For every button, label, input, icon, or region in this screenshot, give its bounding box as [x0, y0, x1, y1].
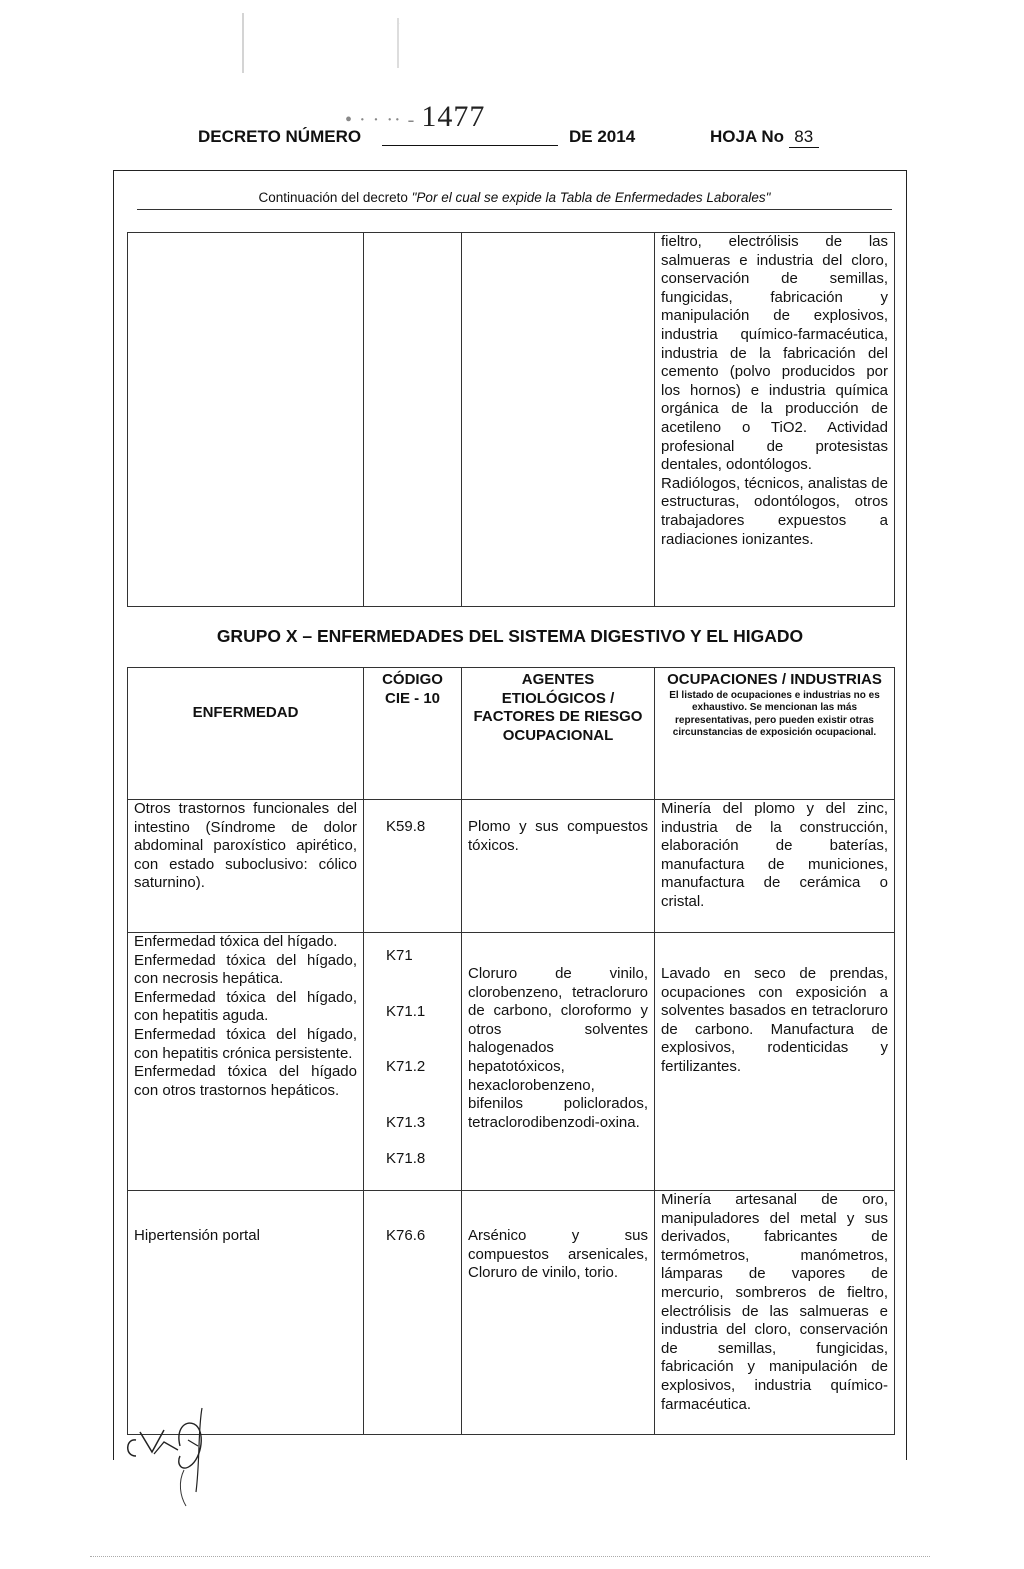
row3-enfermedad: Hipertensión portal [128, 1191, 364, 1435]
hoja-label: HOJA No 83 [710, 127, 819, 148]
row1-codigo: K59.8 [364, 800, 462, 933]
top-cell-agentes [462, 233, 655, 607]
page-header [0, 127, 1024, 151]
top-cell-ocupaciones [655, 233, 895, 607]
footer-rule [90, 1556, 930, 1557]
handwritten-signature [118, 1400, 248, 1510]
page-number: 83 [789, 127, 819, 148]
top-cell-enfermedad [128, 233, 364, 607]
row3-codigo: K76.6 [364, 1191, 462, 1435]
row1-enfermedad: Otros trastornos funcionales del intestino (Síndrome de dolor abdominal paroxístico apirético, con estado suboclusivo: cólico saturnino). [128, 800, 364, 933]
header-enfermedad: ENFERMEDAD [128, 668, 364, 800]
top-continuation-table [127, 232, 895, 607]
top-cell-codigo [364, 233, 462, 607]
header-ocupaciones: OCUPACIONES / INDUSTRIAS El listado de ocupaciones e industrias no es exhaustivo. Se mencionan las más representativas, pero pueden existir otras circunstancias de exposición ocupacional. [655, 668, 895, 800]
row2-enfermedad: Enfermedad tóxica del hígado. Enfermedad tóxica del hígado, con necrosis hepática. Enfermedad tóxica del hígado, con hepatitis aguda. Enfermedad tóxica del hígado, con hepatitis crónica persistente. Enfermedad tóxica del hígado con otros trastornos hepáticos. [128, 933, 364, 1191]
row2-ocupaciones: Lavado en seco de prendas, ocupaciones con exposición a solventes basados en tetracloruro de carbono. Manufactura de explosivos, rodenticidas y fertilizantes. [655, 933, 895, 1191]
row2-agentes: Cloruro de vinilo, clorobenzeno, tetracloruro de carbono, cloroformo y otros solventes halogenados hepatotóxicos, hexaclorobenzeno, bifenilos policlorados, tetraclorodibenzodi-oxina. [462, 933, 655, 1191]
header-agentes: AGENTES ETIOLÓGICOS / FACTORES DE RIESGO OCUPACIONAL [462, 668, 655, 800]
header-codigo: CÓDIGO CIE - 10 [364, 668, 462, 800]
top-occupations-text-2: Radiólogos, técnicos, analistas de estructuras, odontólogos, otros trabajadores expuestos a radiaciones ionizantes. [661, 474, 888, 548]
row3-agentes: Arsénico y sus compuestos arsenicales, Cloruro de vinilo, torio. [462, 1191, 655, 1435]
group-title: GRUPO X – ENFERMEDADES DEL SISTEMA DIGESTIVO Y EL HIGADO [216, 626, 804, 646]
table-row [128, 800, 895, 933]
decree-number-stamp: • · · ·· - 1477 [345, 100, 486, 133]
table-row [128, 1191, 895, 1435]
decreto-number-line [382, 145, 558, 146]
table-row [128, 933, 895, 1191]
top-occupations-text: fieltro, electrólisis de las salmueras e industria del cloro, conservación de semillas, fungicidas, fabricación y manipulación de explosivos, industria químico-farmacéutica, industria de la fabricación del cemento (polvo producidos por los hornos) e industria química orgánica de la producción de acetileno o TiO2. Actividad profesional de protesistas dentales, odontólogos. [661, 233, 888, 474]
scan-marks [240, 8, 400, 78]
diseases-table [127, 667, 895, 1435]
row1-ocupaciones: Minería del plomo y del zinc, industria de la construcción, elaboración de baterías, manufactura de municiones, manufactura de cerámica o cristal. [655, 800, 895, 933]
row1-agentes: Plomo y sus compuestos tóxicos. [462, 800, 655, 933]
row2-codigo: K71 K71.1 K71.2 K71.3 K71.8 [364, 933, 462, 1191]
header-ocupaciones-note: El listado de ocupaciones e industrias no es exhaustivo. Se mencionan las más representativas, pero pueden existir otras circunstancias de exposición ocupacional. [669, 689, 880, 739]
decreto-label: DECRETO NÚMERO [198, 127, 362, 146]
table-header-row [128, 668, 895, 800]
continuation-line: Continuación del decreto "Por el cual se expide la Tabla de Enfermedades Laborales" [137, 190, 892, 210]
year-label: DE 2014 [569, 127, 636, 146]
row3-ocupaciones: Minería artesanal de oro, manipuladores del metal y sus derivados, fabricantes de termómetros, manómetros, lámparas de vapores de mercurio, sombreros de fieltro, electrólisis de las salmueras e industria del cloro, conservación de semillas, fungicidas, fabricación y manipulación de explosivos, industria químico-farmacéutica. [655, 1191, 895, 1435]
